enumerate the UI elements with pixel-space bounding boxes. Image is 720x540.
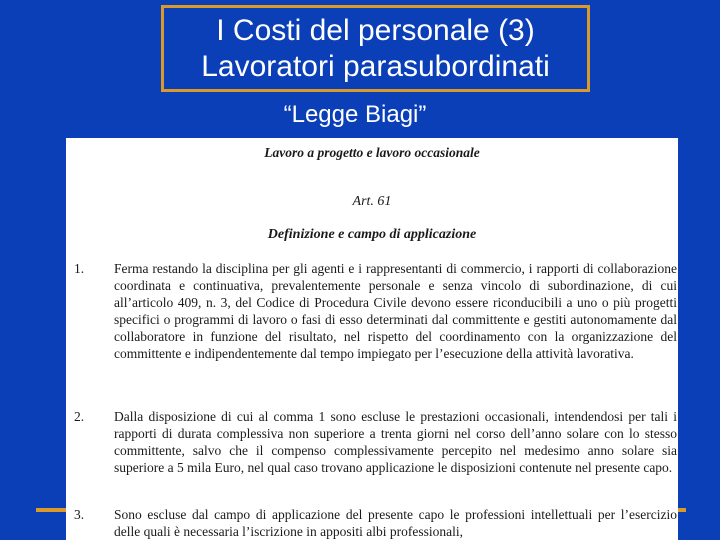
list-item-text: Dalla disposizione di cui al comma 1 sono escluse le prestazioni occasionali, intendendosi per tali i rapporti di durata complessiva non superiore a trenta giorni nel corso dell’anno solare con lo stesso committente, salvo che il compenso complessivamente percepito nel medesimo anno solare sia superiore a 5 mila Euro, nel qual caso trovano applicazione le disposizioni contenute nel presente capo.	[114, 409, 677, 475]
list-item-text: Sono escluse dal campo di applicazione del presente capo le professioni intellettuali per l’esercizio delle quali è necessaria l’iscrizione in appositi albi professionali,	[114, 507, 677, 539]
list-item-number: 1.	[74, 261, 85, 276]
slide-subtitle: “Legge Biagi”	[283, 101, 427, 128]
list-item-number: 3.	[74, 507, 85, 522]
article-heading: Art. 61	[352, 194, 392, 209]
chapter-heading: Lavoro a progetto e lavoro occasionale	[264, 145, 480, 160]
document-scan	[66, 138, 678, 540]
slide-title-line-1: I Costi del personale (3)	[216, 14, 535, 47]
list-item-text: Ferma restando la disciplina per gli agenti e i rappresentanti di commercio, i rapporti di collaborazione coordinata e continuativa, prevalentemente personale e senza vincolo di subordinazione, di cui all’articolo 409, n. 3, del Codice di Procedura Civile devono essere riconducibili a uno o più progetti specifici o programmi di lavoro o fasi di esso determinati dal committente e gestiti autonomamente dal collaboratore in funzione del risultato, nel rispetto del coordinamento con la organizzazione del committente e indipendentemente dal tempo impiegato per l’esecuzione della attività lavorativa.	[114, 261, 677, 361]
section-heading: Definizione e campo di applicazione	[267, 227, 477, 242]
list-item-number: 2.	[74, 409, 85, 424]
slide-title-line-2: Lavoratori parasubordinati	[201, 50, 550, 83]
slide-title-box	[161, 5, 590, 92]
